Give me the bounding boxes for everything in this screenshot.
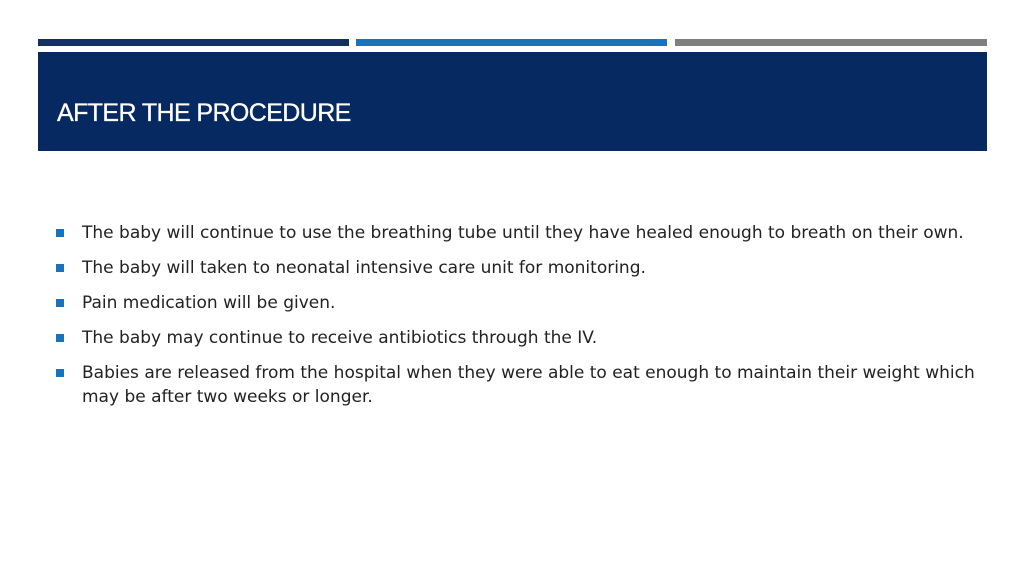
accent-bar-blue xyxy=(356,39,667,46)
bullet-item-4 xyxy=(55,326,975,350)
square-bullet-icon xyxy=(56,369,64,377)
bullet-item-3 xyxy=(55,291,975,315)
bullet-text: Babies are released from the hospital when they were able to eat enough to maintain their weight which may be after two weeks or longer. xyxy=(82,363,975,407)
square-bullet-icon xyxy=(56,334,64,342)
bullet-item-1 xyxy=(55,221,975,245)
accent-bar-navy xyxy=(38,39,349,46)
square-bullet-icon xyxy=(56,264,64,272)
bullet-item-2 xyxy=(55,256,975,280)
accent-bar-gray xyxy=(675,39,987,46)
bullet-text: The baby will continue to use the breathing tube until they have healed enough to breath on their own. xyxy=(82,223,964,243)
bullet-text: The baby will taken to neonatal intensive care unit for monitoring. xyxy=(82,258,646,278)
title-band xyxy=(38,52,987,151)
slide-title: AFTER THE PROCEDURE xyxy=(57,99,351,127)
square-bullet-icon xyxy=(56,299,64,307)
bullet-item-5 xyxy=(55,361,975,409)
bullet-list xyxy=(55,221,975,420)
bullet-text: Pain medication will be given. xyxy=(82,293,336,313)
bullet-text: The baby may continue to receive antibiotics through the IV. xyxy=(82,328,598,348)
square-bullet-icon xyxy=(56,229,64,237)
